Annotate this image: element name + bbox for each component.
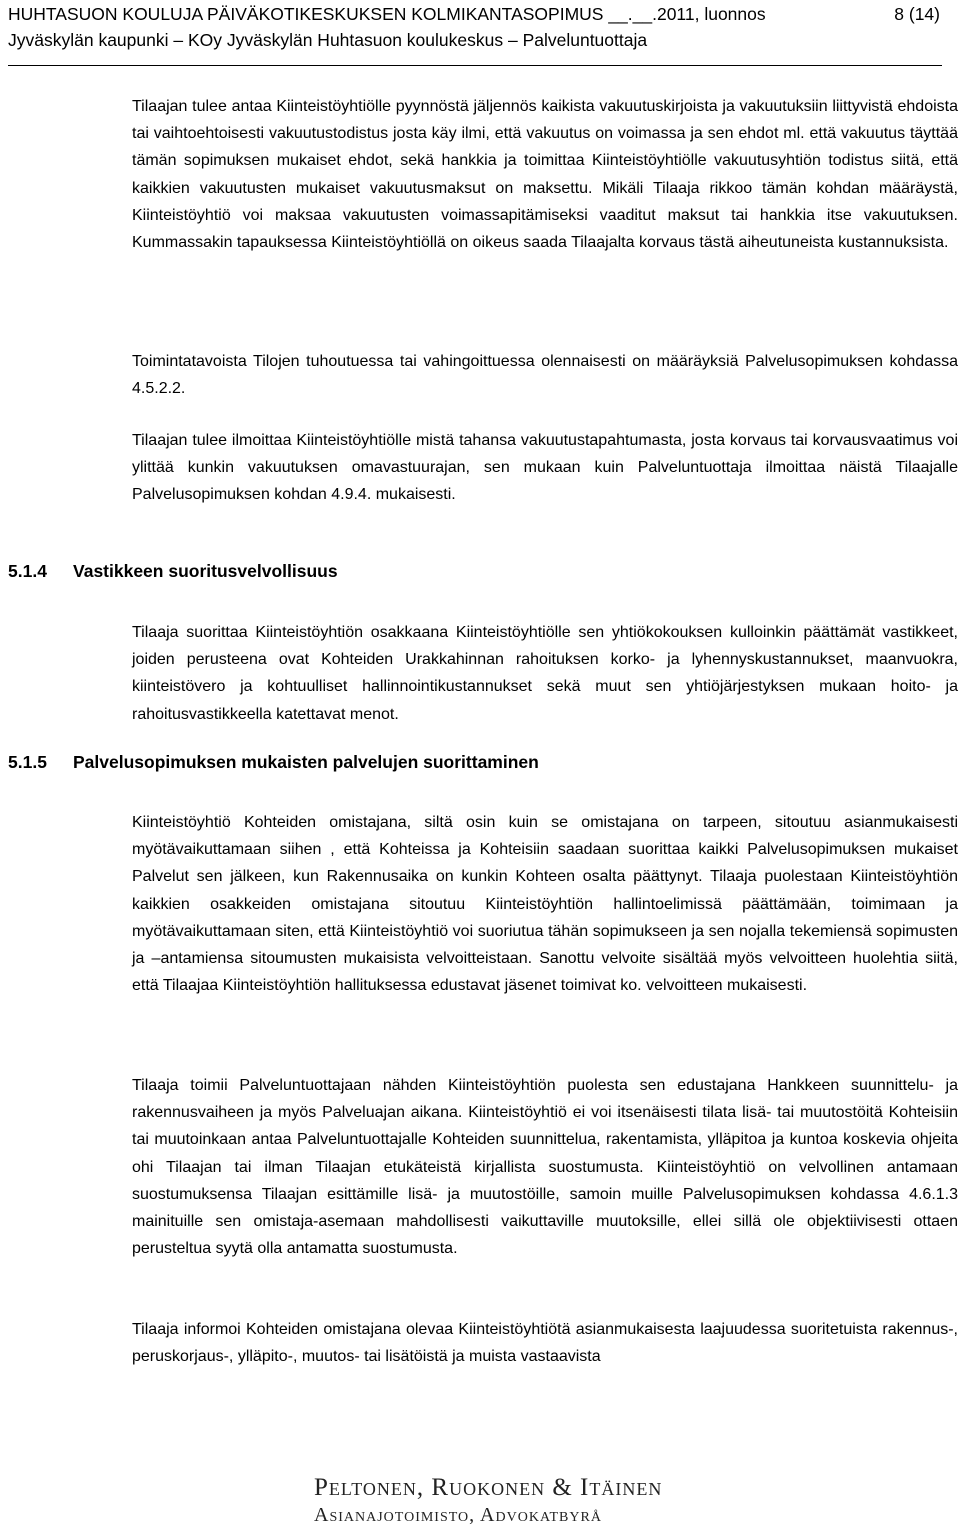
logo-firm-type: Asianajotoimisto, Advokatbyrå (314, 1504, 602, 1526)
paragraph-owner-information: Tilaaja informoi Kohteiden omistajana olevaa Kiinteistöyhtiötä asianmukaisesta laajuudessa suoritetuista rakennus-, peruskorjaus-, ylläpito-, muutos- tai lisätöistä ja muista vastaavista (132, 1321, 958, 1366)
paragraph-insurance-event-notice: Tilaajan tulee ilmoittaa Kiinteistöyhtiölle mistä tahansa vakuutustapahtumasta, josta korvaus tai korvausvaatimus voi ylittää kunkin vakuutuksen omavastuurajan, sen mukaan kuin Palveluntuottaja ilmoittaa näistä Tilaajalle Palvelusopimuksen kohdan 4.9.4. mukaisesti. (132, 432, 958, 504)
paragraph-sentence: Mikäli Tilaaja rikkoo tämän kohdan määräystä, Kiinteistöyhtiö voi maksaa vakuutusten voimassapitämiseksi vaaditut maksut tai hankkia itse vakuutuksen. (132, 179, 959, 224)
section-number: 5.1.4 (8, 561, 47, 581)
header-parties: Jyväskylän kaupunki – KOy Jyväskylän Huhtasuon koulukeskus – Palveluntuottaja (8, 30, 648, 50)
paragraph-vastike-payment: Tilaaja suorittaa Kiinteistöyhtiön osakkaana Kiinteistöyhtiölle sen yhtiökokouksen kulloinkin päättämät vastikkeet, joiden perusteena ovat Kohteiden Urakkahinnan rahoituksen korko- ja lyhennyskustannukset, maanvuokra, kiinteistövero ja kohtuulliset hallinnointikustannukset sekä muut sen yhtiöjärjestyksen mukaan hoito- ja rahoitusvastikkeella katettavat menot. (132, 624, 958, 723)
paragraph-owner-cooperation: Kiinteistöyhtiö Kohteiden omistajana, siltä osin kuin se omistajana on tarpeen, sitoutuu asianmukaisesti myötävaikuttamaan siihen , että Kohteissa ja Kohteisiin saadaan suorittaa kaikki Palvelusopimuksen mukaiset Palvelut sen jälkeen, kun Rakennusaika on kunkin Kohteen osalta päättynyt. Tilaaja puolestaan Kiinteistöyhtiön kaikkien osakkeiden omistajana sitoutuu Kiinteistöyhtiön hallintoelimissä päättämään, toimimaan ja myötävaikuttamaan siten, että Kiinteistöyhtiö voi suoriutua tähän sopimukseen ja sen nojalla tekemiensä sopimusten ja –antamiensa sitoumusten mukaisista velvoitteistaan. Sanottu velvoite sisältää myös velvoitteen huolehtia siitä, että Tilaajaa Kiinteistöyhtiön hallituksessa edustavat jäsenet toimivat ko. velvoitteen mukaisesti. (132, 814, 958, 995)
law-firm-logo (0, 1468, 960, 1528)
paragraph-sentence: että vakuutus täyttää tämän sopimuksen mukaiset ehdot, sekä hankkia ja toimittaa Kiinteistöyhtiölle vakuutusyhtiön todistus siitä, että kaikkien vakuutusten mukaiset vakuutusmaksut on maksettu. (132, 125, 958, 197)
section-title: Vastikkeen suoritusvelvollisuus (73, 561, 338, 581)
paragraph-tilaaja-representative: Tilaaja toimii Palveluntuottajaan nähden Kiinteistöyhtiön puolesta sen edustajana Hankkeen suunnittelu- ja rakennusvaiheen ja myös Palveluajan aikana. Kiinteistöyhtiö ei voi itsenäisesti tilata lisä- tai muutostöitä Kohteisiin tai muutoinkaan antaa Palveluntuottajalle Kohteiden suunnittelua, rakentamista, ylläpitoa ja kuntoa koskevia ohjeita ohi Tilaajan tai ilman Tilaajan etukäteistä kirjallista suostumusta. Kiinteistöyhtiö on velvollinen antamaan suostumuksensa Tilaajan esittämille lisä- ja muutostöille, samoin muille Palvelusopimuksen kohdassa 4.6.1.3 mainituille sen omistaja-asemaan mahdollisesti vaikuttaville muutoksille, ellei sillä ole objektiivisesti ottaen perusteltua syytä olla antamatta suostumusta. (132, 1077, 958, 1258)
header-divider (8, 65, 942, 66)
page-header (0, 0, 960, 62)
section-number: 5.1.5 (8, 752, 47, 772)
header-title: HUHTASUON KOULUJA PÄIVÄKOTIKESKUKSEN KOLMIKANTASOPIMUS __.__.2011, luonnos (8, 4, 766, 24)
paragraph-sentence: Tilaajan tulee antaa Kiinteistöyhtiölle pyynnöstä jäljennös kaikista vakuutuskirjoista ja vakuutuksiin liittyvistä ehdoista tai vaihtoehtoisesti vakuutustodistus josta käy ilmi, että vakuutus on voimassa ja sen ehdot ml. (132, 98, 958, 143)
logo-firm-name: Peltonen, Ruokonen & Itäinen (314, 1474, 663, 1501)
paragraph-sentence: Kummassakin tapauksessa Kiinteistöyhtiöllä on oikeus saada Tilaajalta korvaus tästä aiheutuneista kustannuksista. (132, 234, 949, 252)
section-title: Palvelusopimuksen mukaisten palvelujen suorittaminen (73, 752, 539, 772)
page-number: 8 (14) (894, 4, 940, 24)
paragraph-insurance-documents (132, 93, 958, 256)
paragraph-destruction-reference: Toimintatavoista Tilojen tuhoutuessa tai vahingoittuessa olennaisesti on määräyksiä Palvelusopimuksen kohdassa 4.5.2.2. (132, 353, 958, 398)
